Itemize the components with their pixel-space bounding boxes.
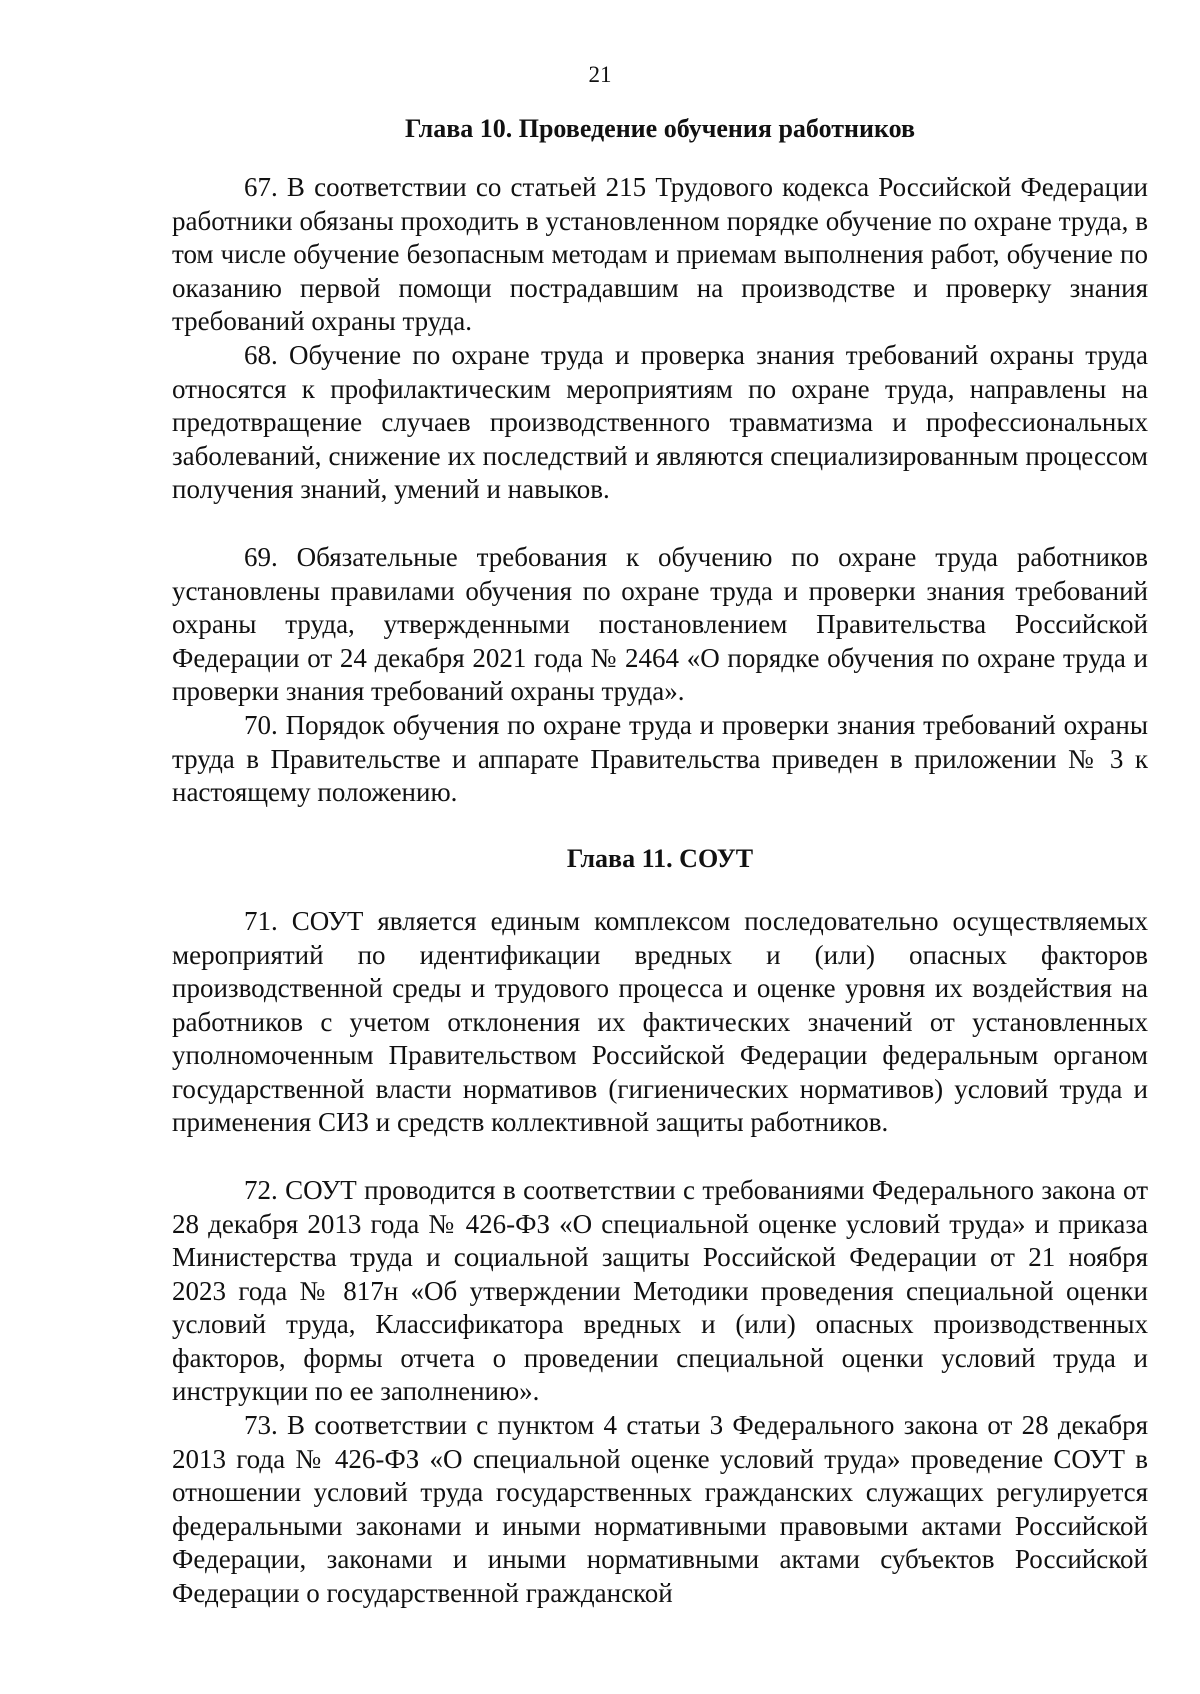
paragraph-73: 73. В соответствии с пунктом 4 статьи 3 Федерального закона от 28 декабря 2013 года № 426-ФЗ «О специальной оценке условий труда» проведение СОУТ в отношении условий труда государственных гражданских служащих регулируется федеральными законами и иными нормативными правовыми актами Российской Федерации, законами и иными нормативными актами субъектов Российской Федерации о государственной гражданской	[172, 1410, 1148, 1608]
paragraph-69: 69. Обязательные требования к обучению по охране труда работников установлены правилами обучения по охране труда и проверки знания требований охраны труда, утвержденными постановлением Правительства Российской Федерации от 24 декабря 2021 года № 2464 «О порядке обучения по охране труда и проверки знания требований охраны труда».	[172, 542, 1148, 706]
paragraph-68: 68. Обучение по охране труда и проверка знания требований охраны труда относятся к профилактическим мероприятиям по охране труда, направлены на предотвращение случаев производственного травматизма и профессиональных заболеваний, снижение их последствий и являются специализированным процессом получения знаний, умений и навыков.	[172, 340, 1148, 504]
paragraph-71: 71. СОУТ является единым комплексом последовательно осуществляемых мероприятий по идентификации вредных и (или) опасных факторов производственной среды и трудового процесса и оценке уровня их воздействия на работников с учетом отклонения их фактических значений от установленных уполномоченным Правительством Российской Федерации федеральным органом государственной власти нормативов (гигиенических нормативов) условий труда и применения СИЗ и средств коллективной защиты работников.	[172, 906, 1148, 1137]
paragraph-67: 67. В соответствии со статьей 215 Трудового кодекса Российской Федерации работники обязаны проходить в установленном порядке обучение по охране труда, в том числе обучение безопасным методам и приемам выполнения работ, обучение по оказанию первой помощи пострадавшим на производстве и проверку знания требований охраны труда.	[172, 172, 1148, 336]
paragraph-72: 72. СОУТ проводится в соответствии с требованиями Федерального закона от 28 декабря 2013 года № 426-ФЗ «О специальной оценке условий труда» и приказа Министерства труда и социальной защиты Российской Федерации от 21 ноября 2023 года № 817н «Об утверждении Методики проведения специальной оценки условий труда, Классификатора вредных и (или) опасных производственных факторов, формы отчета о проведении специальной оценки условий труда и инструкции по ее заполнению».	[172, 1175, 1148, 1406]
chapter-11-title: Глава 11. СОУТ	[566, 844, 754, 873]
page-number: 21	[588, 62, 612, 87]
paragraph-70: 70. Порядок обучения по охране труда и проверки знания требований охраны труда в Правительстве и аппарате Правительства приведен в приложении № 3 к настоящему положению.	[172, 710, 1148, 807]
chapter-10-title: Глава 10. Проведение обучения работников	[405, 114, 915, 143]
